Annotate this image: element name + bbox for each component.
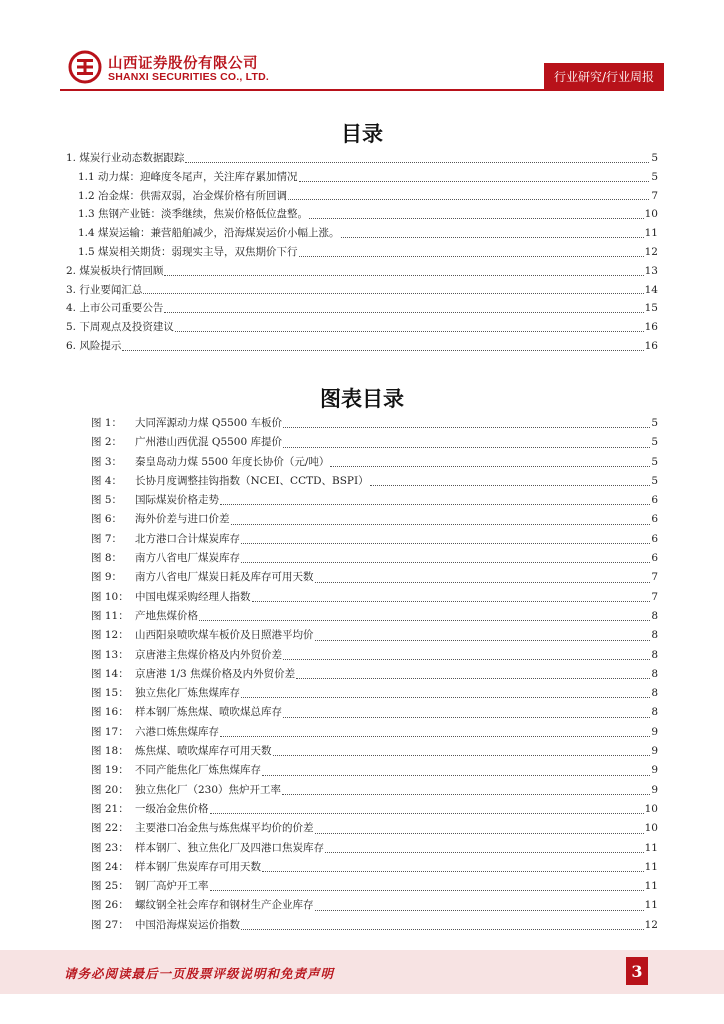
- toc-item[interactable]: 1.5 煤炭相关期货：弱现实主导，双焦期价下行 12: [78, 245, 658, 258]
- figure-item[interactable]: 图 1： 大同浑源动力煤 Q5500 车板价 5: [91, 417, 658, 429]
- toc-item[interactable]: 1.4 煤炭运输：兼营船舶减少，沿海煤炭运价小幅上涨。 11: [78, 227, 658, 240]
- company-logo-icon: [68, 50, 102, 84]
- header-divider: [60, 89, 664, 91]
- figure-item[interactable]: 图 14： 京唐港 1/3 焦煤价格及内外贸价差 8: [91, 667, 658, 680]
- figure-item[interactable]: 图 24： 样本钢厂焦炭库存可用天数 11: [91, 860, 658, 873]
- figure-item[interactable]: 图 17： 六港口炼焦煤库存 9: [91, 725, 658, 738]
- toc-item[interactable]: 3. 行业要闻汇总 14: [66, 283, 658, 296]
- figure-item[interactable]: 图 23： 样本钢厂、独立焦化厂及四港口焦炭库存 11: [91, 841, 658, 854]
- report-category-badge: 行业研究/行业周报: [544, 63, 664, 89]
- figure-item[interactable]: 图 8： 南方八省电厂煤炭库存 6: [91, 552, 658, 565]
- toc-item[interactable]: 1.2 冶金煤：供需双弱，冶金煤价格有所回调 7: [78, 189, 658, 202]
- figure-item[interactable]: 图 2： 广州港山西优混 Q5500 库提价 5: [91, 436, 658, 449]
- toc-title: 目录: [341, 122, 383, 146]
- toc-item[interactable]: 6. 风险提示 16: [66, 339, 658, 352]
- footer-disclaimer: 请务必阅读最后一页股票评级说明和免责声明: [64, 966, 335, 981]
- figure-item[interactable]: 图 4： 长协月度调整挂钩指数（NCEI、CCTD、BSPI） 5: [91, 474, 658, 487]
- figure-item[interactable]: 图 26： 螺纹钢全社会库存和钢材生产企业库存 11: [91, 899, 658, 912]
- figure-item[interactable]: 图 6： 海外价差与进口价差 6: [91, 513, 658, 526]
- figure-item[interactable]: 图 11： 产地焦煤价格 8: [91, 609, 658, 622]
- figure-list: [91, 414, 658, 935]
- figure-item[interactable]: 图 20： 独立焦化厂（230）焦炉开工率 9: [91, 783, 658, 796]
- toc-item[interactable]: 1.3 焦钢产业链：淡季继续，焦炭价格低位盘整。 10: [78, 208, 658, 221]
- figure-item[interactable]: 图 25： 钢厂高炉开工率 11: [91, 880, 658, 893]
- figure-item[interactable]: 图 16： 样本钢厂炼焦煤、喷吹煤总库存 8: [91, 706, 658, 719]
- toc-item[interactable]: 1. 煤炭行业动态数据跟踪 5: [66, 152, 658, 164]
- figure-item[interactable]: 图 27： 中国沿海煤炭运价指数 12: [91, 918, 658, 931]
- company-name-cn: 山西证券股份有限公司: [108, 56, 258, 72]
- figure-item[interactable]: 图 5： 国际煤炭价格走势 6: [91, 494, 658, 507]
- figure-item[interactable]: 图 9： 南方八省电厂煤炭日耗及库存可用天数 7: [91, 571, 658, 584]
- figure-item[interactable]: 图 12： 山西阳泉喷吹煤车板价及日照港平均价 8: [91, 629, 658, 642]
- figure-item[interactable]: 图 21： 一级冶金焦价格 10: [91, 802, 658, 815]
- figure-item[interactable]: 图 3： 秦皇岛动力煤 5500 年度长协价（元/吨） 5: [91, 455, 658, 468]
- toc-item[interactable]: 5. 下周观点及投资建议 16: [66, 321, 658, 334]
- toc-item[interactable]: 4. 上市公司重要公告 15: [66, 302, 658, 315]
- company-name-en: SHANXI SECURITIES CO., LTD.: [108, 71, 269, 83]
- toc-list: [66, 149, 658, 356]
- figure-item[interactable]: 图 13： 京唐港主焦煤价格及内外贸价差 8: [91, 648, 658, 661]
- toc-item[interactable]: 1.1 动力煤：迎峰度冬尾声，关注库存累加情况 5: [78, 170, 658, 183]
- figure-item[interactable]: 图 22： 主要港口冶金焦与炼焦煤平均价的价差 10: [91, 822, 658, 835]
- figure-item[interactable]: 图 7： 北方港口合计煤炭库存 6: [91, 532, 658, 545]
- figure-item[interactable]: 图 15： 独立焦化厂炼焦煤库存 8: [91, 687, 658, 700]
- figure-item[interactable]: 图 18： 炼焦煤、喷吹煤库存可用天数 9: [91, 745, 658, 758]
- toc-item[interactable]: 2. 煤炭板块行情回顾 13: [66, 264, 658, 277]
- figure-list-title: 图表目录: [320, 387, 404, 411]
- figure-item[interactable]: 图 10： 中国电煤采购经理人指数 7: [91, 590, 658, 603]
- page-number: 3: [626, 957, 648, 985]
- figure-item[interactable]: 图 19： 不同产能焦化厂炼焦煤库存 9: [91, 764, 658, 777]
